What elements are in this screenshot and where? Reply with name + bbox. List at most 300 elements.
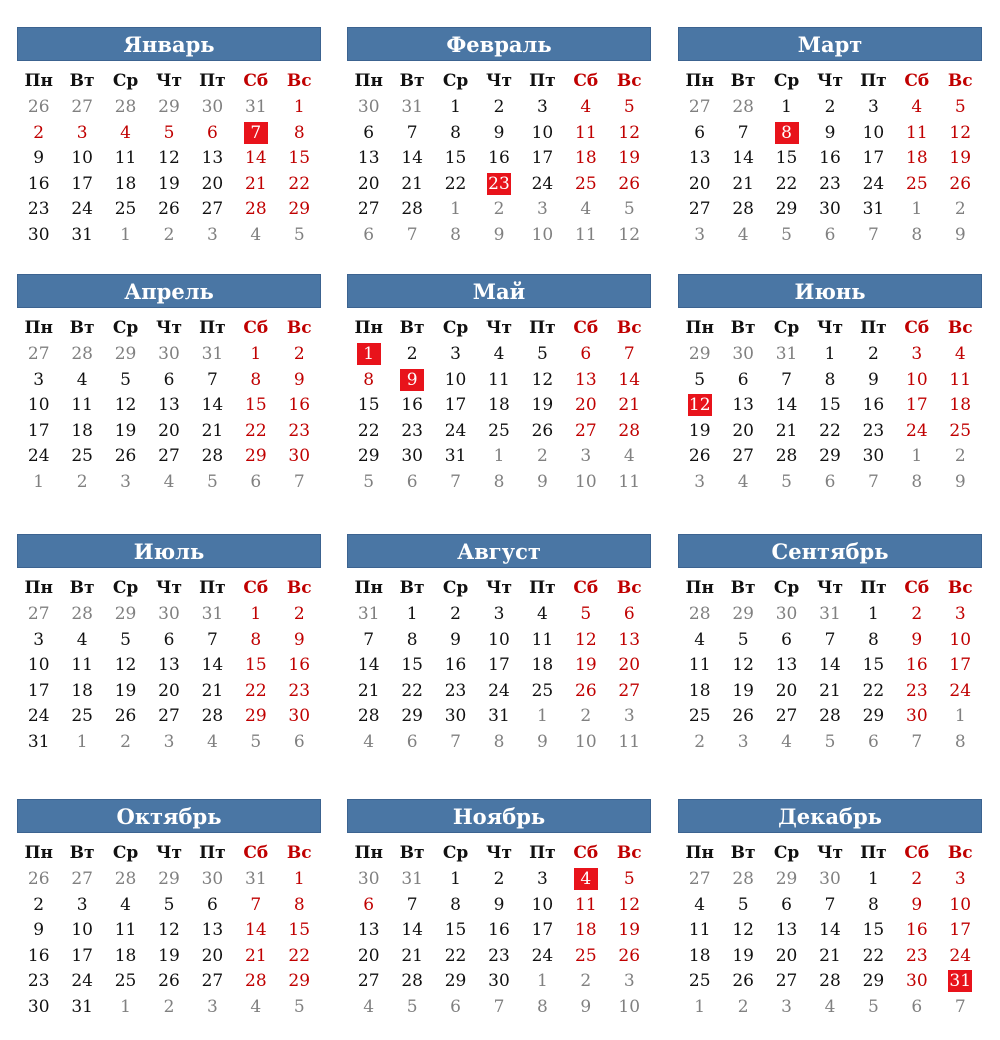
day-cell: 27 (732, 446, 754, 466)
day-cell: 22 (357, 420, 380, 441)
day-cell: 21 (401, 173, 423, 194)
weekday-label: Чт (155, 71, 182, 91)
day-cell: 11 (71, 395, 93, 415)
day-cell: 25 (114, 199, 137, 219)
day-cell: 31 (401, 869, 423, 889)
day-cell: 5 (163, 122, 175, 143)
day-cell: 21 (245, 945, 267, 966)
day-cell: 13 (158, 395, 180, 415)
day-cell: 6 (911, 996, 923, 1017)
week-row (17, 944, 321, 970)
day-cell: 8 (911, 471, 923, 492)
day-cell: 4 (493, 344, 505, 364)
day-cell: 2 (163, 996, 175, 1017)
day-cell: 11 (618, 471, 641, 492)
day-cell: 2 (293, 604, 305, 624)
day-cell: 8 (450, 224, 461, 245)
day-cell: 8 (293, 894, 305, 915)
day-cell: 11 (906, 122, 928, 143)
day-cell: 16 (906, 655, 928, 675)
weekday-label: Чт (816, 71, 843, 91)
day-cell: 31 (775, 344, 798, 364)
day-cell: 21 (401, 945, 423, 966)
holiday-day-cell: 12 (688, 395, 711, 415)
day-cell: 6 (450, 996, 461, 1017)
day-cell: 1 (250, 604, 262, 624)
day-cell: 5 (163, 894, 175, 915)
day-cell: 1 (824, 344, 836, 364)
day-cell: 29 (732, 604, 754, 624)
week-row (347, 342, 651, 368)
month-block (678, 27, 982, 248)
weekday-label: Чт (155, 578, 182, 598)
weekday-label: Чт (155, 318, 182, 338)
day-cell: 7 (867, 224, 879, 245)
day-cell: 2 (493, 199, 505, 219)
day-cell: 29 (775, 199, 798, 219)
day-cell: 9 (580, 996, 592, 1017)
day-cell: 9 (33, 148, 45, 168)
weekday-label: Вс (616, 318, 642, 338)
day-cell: 27 (575, 420, 597, 441)
day-cell: 20 (201, 945, 224, 966)
weekday-label: Чт (816, 318, 843, 338)
day-cell: 15 (862, 655, 885, 675)
day-cell: 24 (488, 680, 510, 701)
week-row (678, 602, 982, 628)
weekday-label: Сб (243, 578, 269, 598)
day-cell: 31 (201, 344, 224, 364)
day-cell: 19 (114, 420, 137, 441)
day-cell: 13 (201, 920, 224, 940)
day-cell: 30 (158, 344, 180, 364)
week-row (17, 995, 321, 1021)
week-row (347, 602, 651, 628)
week-row (17, 969, 321, 995)
day-cell: 19 (618, 148, 641, 168)
day-cell: 31 (444, 446, 467, 466)
holiday-day-cell: 31 (949, 971, 972, 991)
day-cell: 20 (201, 173, 224, 194)
weekday-label: Сб (904, 578, 930, 598)
day-cell: 9 (911, 894, 923, 915)
week-row (678, 730, 982, 756)
day-cell: 9 (867, 369, 879, 390)
day-cell: 28 (732, 199, 754, 219)
day-cell: 20 (158, 420, 180, 441)
day-cell: 3 (163, 731, 175, 752)
day-cell: 16 (444, 655, 467, 675)
day-cell: 25 (949, 420, 972, 441)
weekday-header-row (678, 576, 982, 602)
day-cell: 9 (954, 471, 966, 492)
day-cell: 26 (531, 420, 554, 441)
day-cell: 30 (357, 869, 380, 889)
month-title: Май (347, 274, 651, 308)
day-cell: 2 (954, 446, 966, 466)
day-cell: 31 (71, 996, 93, 1017)
week-row (17, 653, 321, 679)
month-title: Февраль (347, 27, 651, 61)
weekday-label: Вт (399, 843, 425, 863)
day-cell: 28 (732, 869, 754, 889)
day-cell: 16 (862, 395, 885, 415)
day-cell: 22 (444, 945, 467, 966)
day-cell: 13 (357, 920, 380, 940)
day-cell: 31 (27, 731, 50, 752)
day-cell: 1 (536, 971, 548, 991)
weekday-label: Вт (69, 318, 95, 338)
week-row (347, 628, 651, 654)
day-cell: 13 (775, 655, 798, 675)
day-cell: 20 (775, 945, 798, 966)
day-cell: 27 (71, 97, 93, 117)
day-cell: 2 (493, 869, 505, 889)
day-cell: 14 (201, 395, 224, 415)
day-cell: 8 (493, 471, 505, 492)
day-cell: 3 (580, 446, 592, 466)
day-cell: 1 (406, 604, 418, 624)
day-cell: 8 (493, 731, 505, 752)
day-cell: 30 (288, 706, 311, 726)
day-cell: 16 (288, 395, 311, 415)
weekday-label: Пт (860, 578, 887, 598)
month-block (17, 27, 321, 248)
day-cell: 6 (293, 731, 305, 752)
day-cell: 9 (493, 122, 505, 143)
week-row (347, 197, 651, 223)
day-cell: 23 (906, 945, 928, 966)
week-row (347, 918, 651, 944)
week-row (347, 944, 651, 970)
weekday-label: Ср (773, 71, 800, 91)
day-cell: 18 (575, 148, 597, 168)
week-row (678, 172, 982, 198)
day-cell: 5 (867, 996, 879, 1017)
month-title: Ноябрь (347, 799, 651, 833)
day-cell: 20 (732, 420, 754, 441)
weekday-label: Ср (773, 578, 800, 598)
weekday-label: Пн (354, 318, 383, 338)
day-cell: 14 (618, 369, 641, 390)
day-cell: 3 (694, 471, 706, 492)
day-cell: 3 (623, 706, 635, 726)
day-cell: 29 (245, 706, 267, 726)
day-cell: 6 (363, 894, 375, 915)
day-cell: 28 (201, 706, 224, 726)
week-row (17, 95, 321, 121)
day-cell: 3 (781, 996, 792, 1017)
day-cell: 23 (401, 420, 423, 441)
day-cell: 27 (688, 869, 711, 889)
week-row (17, 704, 321, 730)
day-cell: 1 (781, 97, 792, 117)
day-cell: 30 (819, 199, 841, 219)
day-cell: 30 (906, 971, 928, 991)
day-cell: 2 (120, 731, 131, 752)
day-cell: 8 (911, 224, 923, 245)
day-cell: 7 (623, 344, 635, 364)
day-cell: 12 (618, 894, 641, 915)
day-cell: 28 (114, 869, 137, 889)
week-row (347, 679, 651, 705)
day-cell: 9 (536, 471, 548, 492)
day-cell: 6 (163, 629, 175, 650)
weekday-label: Вс (286, 578, 312, 598)
week-row (678, 704, 982, 730)
day-cell: 21 (201, 680, 224, 701)
day-cell: 17 (531, 920, 554, 940)
month-title: Апрель (17, 274, 321, 308)
day-cell: 8 (867, 629, 879, 650)
day-cell: 3 (694, 224, 706, 245)
week-row (347, 470, 651, 496)
day-cell: 4 (737, 224, 749, 245)
day-cell: 30 (27, 996, 50, 1017)
day-cell: 6 (206, 894, 218, 915)
day-cell: 22 (862, 945, 885, 966)
day-cell: 10 (949, 629, 972, 650)
day-cell: 18 (114, 945, 137, 966)
day-cell: 20 (775, 680, 798, 701)
day-cell: 12 (531, 369, 554, 390)
day-cell: 1 (450, 97, 461, 117)
day-cell: 4 (206, 731, 218, 752)
day-cell: 7 (867, 471, 879, 492)
week-row (347, 172, 651, 198)
day-cell: 31 (201, 604, 224, 624)
holiday-day-cell: 4 (564, 867, 607, 893)
day-cell: 22 (288, 945, 311, 966)
day-cell: 21 (819, 680, 841, 701)
day-cell: 28 (401, 971, 423, 991)
day-cell: 13 (618, 629, 641, 650)
day-cell: 17 (949, 655, 972, 675)
weekday-label: Чт (485, 71, 512, 91)
weekday-label: Вс (616, 843, 642, 863)
day-cell: 2 (824, 97, 836, 117)
day-cell: 26 (27, 97, 50, 117)
month-block (678, 534, 982, 755)
day-cell: 20 (158, 680, 180, 701)
day-cell: 7 (406, 224, 418, 245)
day-cell: 17 (444, 395, 467, 415)
day-cell: 15 (288, 920, 311, 940)
day-cell: 15 (862, 920, 885, 940)
day-cell: 22 (401, 680, 423, 701)
day-cell: 7 (954, 996, 966, 1017)
day-cell: 2 (580, 706, 592, 726)
day-cell: 1 (911, 199, 923, 219)
day-cell: 7 (911, 731, 923, 752)
day-cell: 9 (293, 629, 305, 650)
day-cell: 11 (114, 920, 137, 940)
week-row (347, 893, 651, 919)
day-cell: 28 (819, 971, 841, 991)
day-cell: 29 (444, 971, 467, 991)
weekday-label: Чт (485, 318, 512, 338)
weekday-header-row (678, 841, 982, 867)
day-cell: 29 (862, 971, 885, 991)
weekday-header-row (17, 316, 321, 342)
day-cell: 7 (737, 122, 749, 143)
day-cell: 4 (363, 996, 375, 1017)
day-cell: 9 (450, 629, 461, 650)
weekday-header-row (347, 69, 651, 95)
day-cell: 26 (27, 869, 50, 889)
day-cell: 7 (450, 471, 461, 492)
day-cell: 7 (406, 122, 418, 143)
week-row (17, 146, 321, 172)
weekday-label: Вт (69, 578, 95, 598)
day-cell: 9 (911, 629, 923, 650)
day-cell: 4 (120, 122, 131, 143)
weekday-label: Пн (354, 843, 383, 863)
day-cell: 6 (250, 471, 262, 492)
day-cell: 3 (867, 97, 879, 117)
weekday-label: Вт (69, 71, 95, 91)
day-cell: 4 (250, 224, 262, 245)
weekday-header-row (17, 69, 321, 95)
day-cell: 24 (71, 199, 93, 219)
day-cell: 4 (536, 604, 548, 624)
day-cell: 5 (293, 224, 305, 245)
month-title: Июль (17, 534, 321, 568)
day-cell: 10 (27, 395, 50, 415)
day-cell: 12 (949, 122, 972, 143)
day-cell: 23 (819, 173, 841, 194)
day-cell: 22 (862, 680, 885, 701)
weekday-label: Пн (685, 843, 714, 863)
day-cell: 4 (76, 369, 88, 390)
day-cell: 5 (363, 471, 375, 492)
day-cell: 3 (954, 869, 966, 889)
week-row (678, 969, 982, 995)
day-cell: 24 (71, 971, 93, 991)
week-row (347, 704, 651, 730)
month-title: Март (678, 27, 982, 61)
weekday-label: Пн (24, 843, 53, 863)
day-cell: 29 (288, 971, 311, 991)
day-cell: 4 (694, 894, 706, 915)
day-cell: 28 (618, 420, 641, 441)
week-row (678, 368, 982, 394)
day-cell: 2 (33, 122, 45, 143)
week-row (17, 679, 321, 705)
weekday-label: Вс (616, 71, 642, 91)
day-cell: 21 (245, 173, 267, 194)
weekday-label: Вт (399, 578, 425, 598)
week-row (347, 444, 651, 470)
day-cell: 1 (450, 199, 461, 219)
day-cell: 5 (737, 629, 749, 650)
week-row (678, 393, 982, 419)
day-cell: 27 (618, 680, 641, 701)
day-cell: 19 (618, 920, 641, 940)
day-cell: 1 (911, 446, 923, 466)
day-cell: 28 (71, 604, 93, 624)
day-cell: 14 (245, 920, 267, 940)
holiday-day-cell: 1 (347, 342, 390, 368)
day-cell: 30 (158, 604, 180, 624)
day-cell: 2 (450, 604, 461, 624)
week-row (678, 995, 982, 1021)
day-cell: 24 (949, 945, 972, 966)
day-cell: 23 (488, 945, 510, 966)
day-cell: 2 (293, 344, 305, 364)
week-row (678, 918, 982, 944)
week-row (678, 679, 982, 705)
day-cell: 23 (862, 420, 885, 441)
day-cell: 18 (575, 920, 597, 940)
day-cell: 25 (688, 971, 711, 991)
week-row (17, 867, 321, 893)
day-cell: 6 (824, 471, 836, 492)
day-cell: 5 (623, 199, 635, 219)
week-row (17, 444, 321, 470)
day-cell: 5 (694, 369, 706, 390)
weekday-label: Пт (199, 71, 226, 91)
day-cell: 13 (575, 369, 597, 390)
day-cell: 11 (575, 224, 597, 245)
day-cell: 1 (120, 996, 131, 1017)
day-cell: 23 (288, 420, 311, 441)
day-cell: 30 (906, 706, 928, 726)
day-cell: 19 (531, 395, 554, 415)
day-cell: 8 (293, 122, 305, 143)
day-cell: 7 (781, 369, 792, 390)
day-cell: 4 (580, 199, 592, 219)
day-cell: 15 (444, 920, 467, 940)
day-cell: 31 (71, 224, 93, 245)
week-row (347, 653, 651, 679)
day-cell: 4 (250, 996, 262, 1017)
month-block (17, 534, 321, 755)
day-cell: 8 (954, 731, 966, 752)
holiday-day-cell: 8 (765, 121, 808, 147)
weekday-label: Ср (442, 843, 469, 863)
day-cell: 17 (949, 920, 972, 940)
day-cell: 26 (618, 173, 641, 194)
day-cell: 26 (575, 680, 597, 701)
day-cell: 25 (71, 706, 93, 726)
weekday-label: Сб (243, 318, 269, 338)
day-cell: 18 (688, 680, 711, 701)
day-cell: 11 (71, 655, 93, 675)
day-cell: 12 (732, 655, 754, 675)
day-cell: 3 (33, 629, 45, 650)
day-cell: 28 (357, 706, 380, 726)
day-cell: 25 (488, 420, 510, 441)
day-cell: 3 (450, 344, 461, 364)
week-row (17, 197, 321, 223)
week-row (347, 995, 651, 1021)
day-cell: 11 (575, 122, 597, 143)
day-cell: 17 (71, 945, 93, 966)
day-cell: 9 (33, 920, 45, 940)
day-cell: 14 (245, 148, 267, 168)
weekday-label: Ср (442, 578, 469, 598)
day-cell: 26 (618, 945, 641, 966)
day-cell: 28 (71, 344, 93, 364)
month-block (17, 274, 321, 495)
day-cell: 10 (71, 148, 93, 168)
day-cell: 10 (27, 655, 50, 675)
day-cell: 28 (819, 706, 841, 726)
weekday-label: Ср (112, 71, 139, 91)
day-cell: 1 (33, 471, 45, 492)
day-cell: 4 (954, 344, 966, 364)
